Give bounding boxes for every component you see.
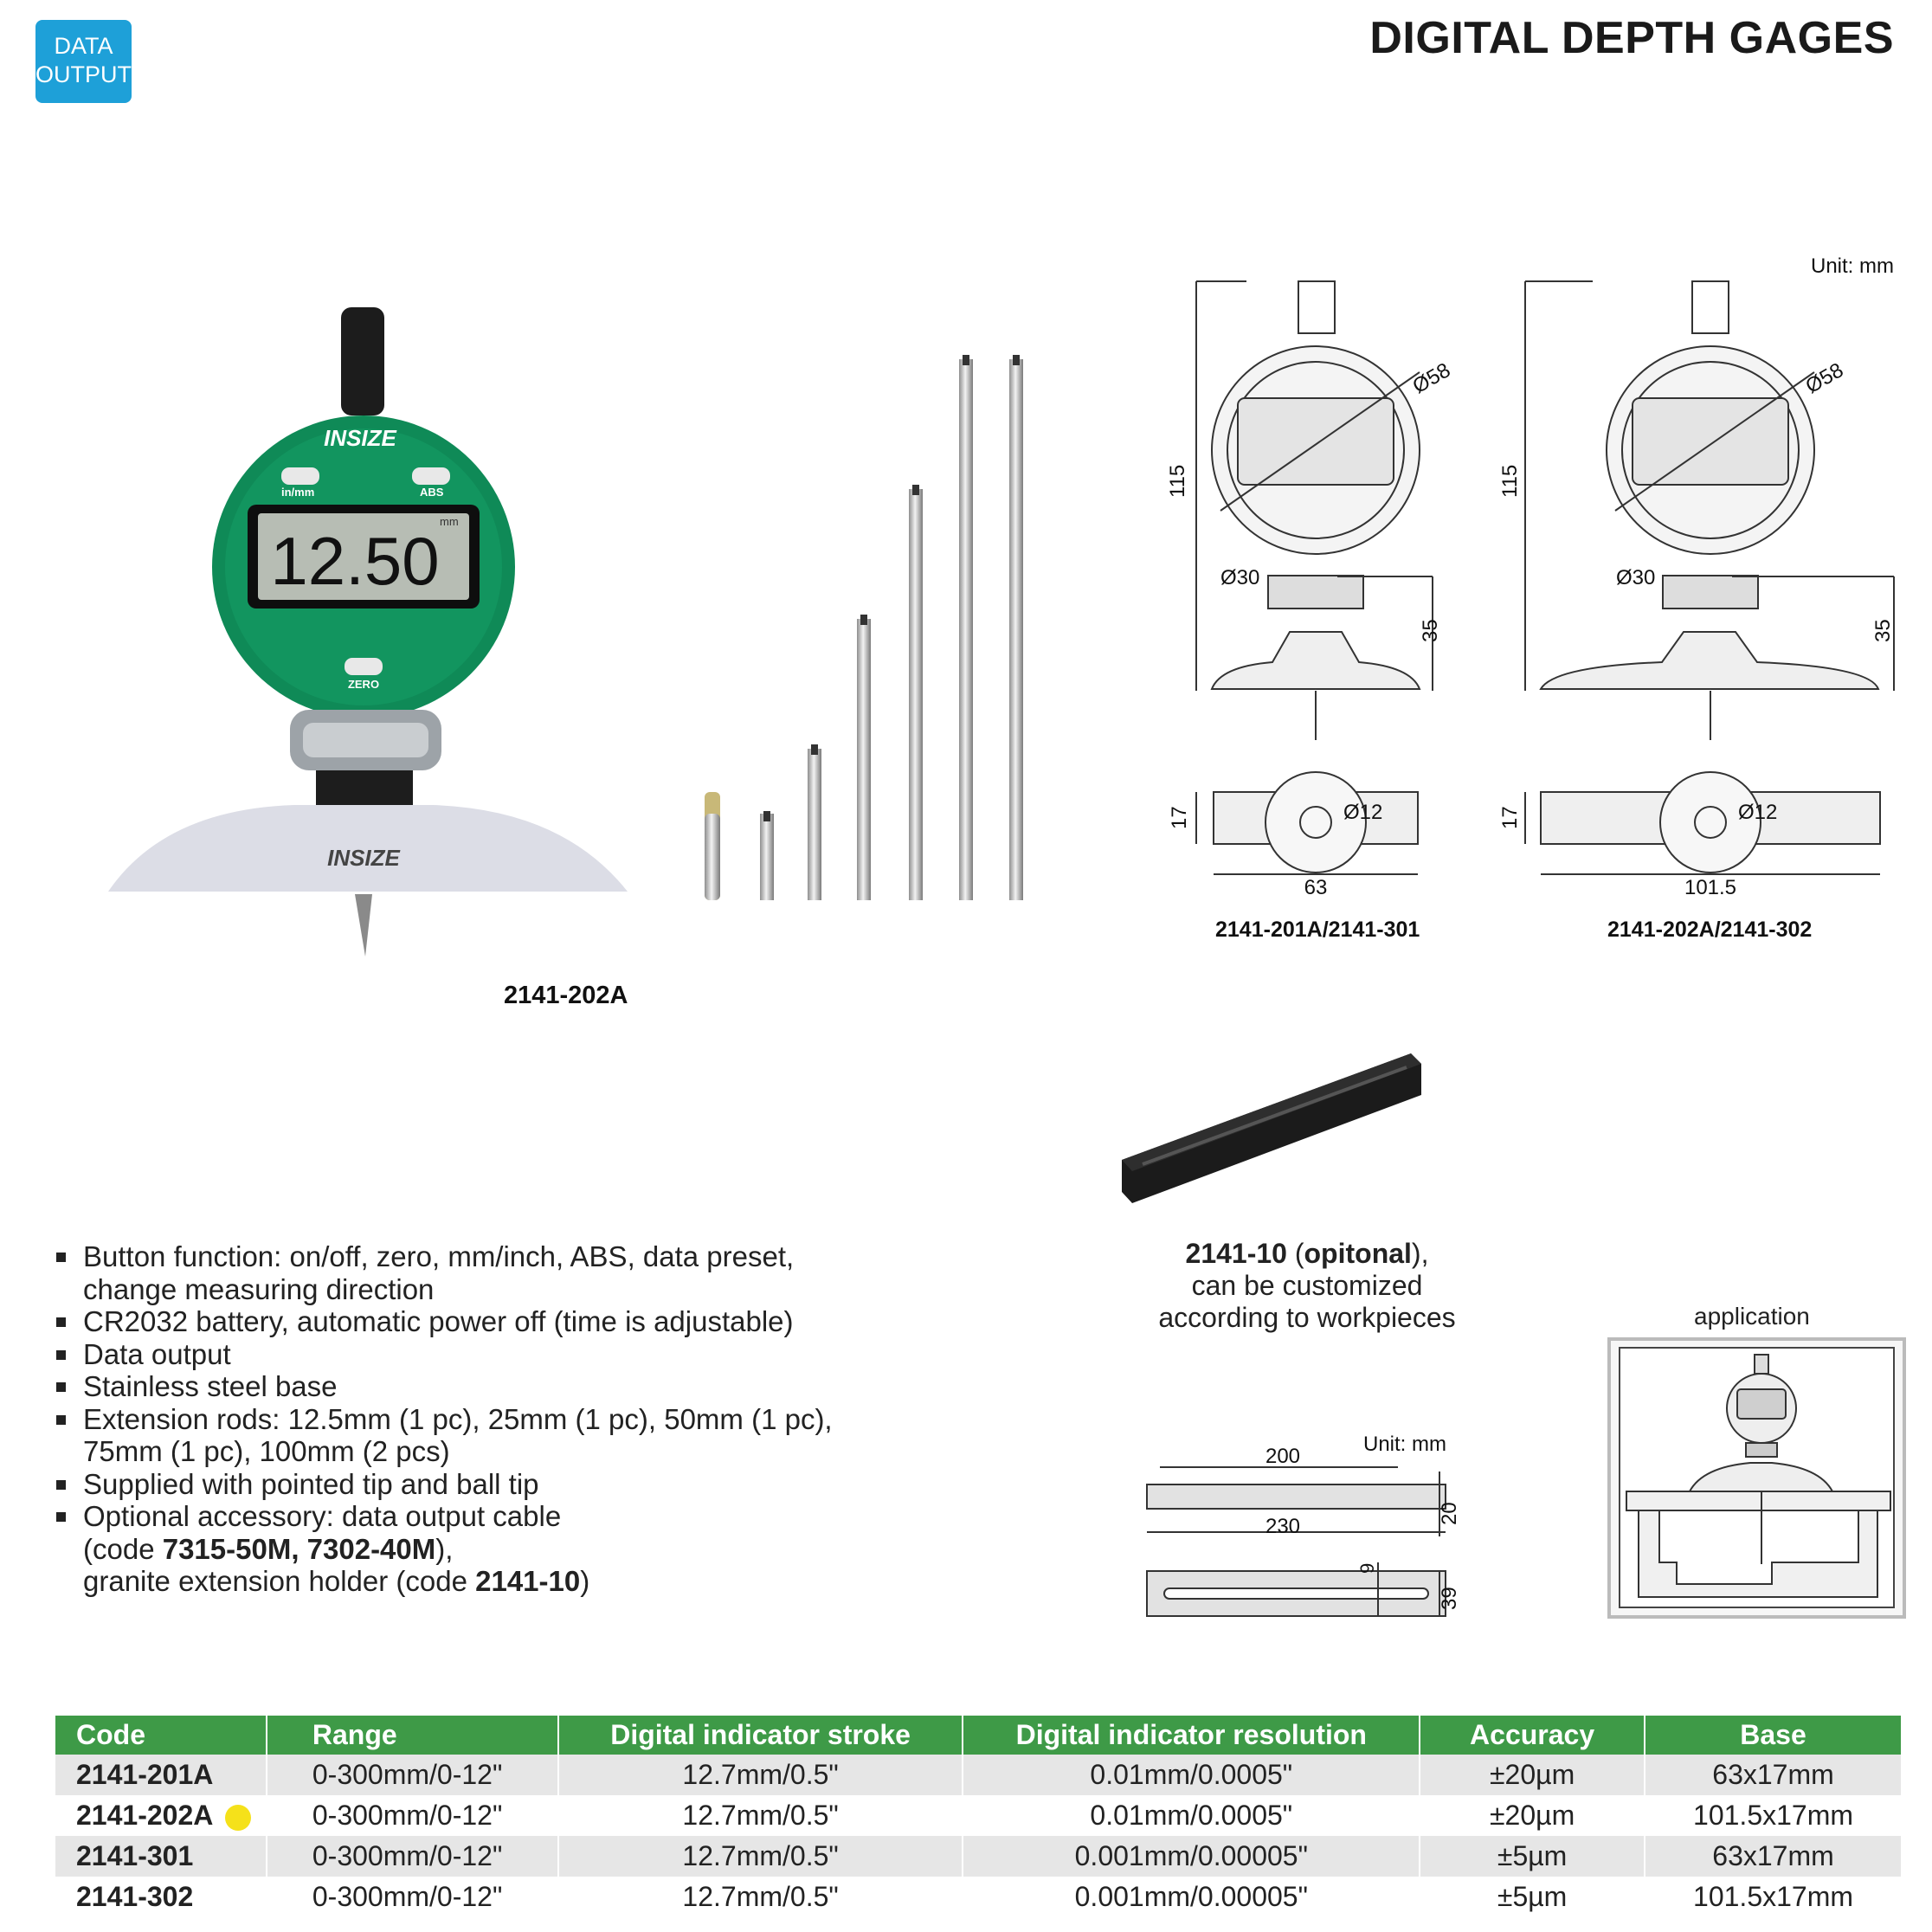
dim-dial-left: Ø58 bbox=[1408, 358, 1455, 399]
optional-tag: opitonal bbox=[1304, 1238, 1412, 1269]
optional-line-3: according to workpieces bbox=[1158, 1302, 1456, 1333]
feature-optional-line-3: granite extension holder (code bbox=[83, 1565, 476, 1597]
cell-range: 0-300mm/0-12" bbox=[267, 1877, 558, 1917]
application-label: application bbox=[1694, 1303, 1810, 1330]
cell-accuracy: ±20µm bbox=[1420, 1795, 1645, 1836]
page-title: DIGITAL DEPTH GAGES bbox=[1369, 13, 1894, 63]
highlight-dot-icon bbox=[225, 1805, 251, 1831]
cell-accuracy: ±5µm bbox=[1420, 1836, 1645, 1877]
table-row bbox=[55, 1877, 1902, 1917]
lcd-unit: mm bbox=[440, 515, 459, 528]
cell-code: 2141-201A bbox=[55, 1755, 267, 1795]
feature-item-optional bbox=[54, 1500, 885, 1598]
cell-base: 63x17mm bbox=[1645, 1836, 1902, 1877]
holder-dim-slot: 9 bbox=[1356, 1562, 1378, 1574]
feature-holder-code: 2141-10 bbox=[475, 1565, 581, 1597]
brand-logo-base: INSIZE bbox=[327, 845, 400, 871]
dim-height-right: 115 bbox=[1498, 464, 1522, 498]
header-range: Range bbox=[267, 1716, 558, 1755]
badge-line-1: DATA bbox=[54, 33, 113, 59]
drawing-2141-201a bbox=[1160, 268, 1455, 926]
holder-dim-inner: 200 bbox=[1265, 1445, 1301, 1468]
depth-gage-illustration bbox=[95, 299, 649, 965]
feature-optional-line-1: Optional accessory: data output cable bbox=[83, 1500, 562, 1532]
optional-code: 2141-10 bbox=[1185, 1238, 1287, 1269]
granite-holder-illustration bbox=[1117, 1043, 1446, 1216]
button-label-inmm: in/mm bbox=[281, 486, 315, 499]
dim-collar-right: Ø30 bbox=[1616, 566, 1656, 589]
badge-line-2: OUTPUT bbox=[35, 61, 132, 87]
cell-stroke: 12.7mm/0.5" bbox=[558, 1755, 963, 1795]
cell-accuracy: ±20µm bbox=[1420, 1755, 1645, 1795]
brand-logo-dial: INSIZE bbox=[324, 425, 396, 451]
table-row bbox=[55, 1795, 1902, 1836]
feature-item: Stainless steel base bbox=[54, 1370, 885, 1403]
table-header-row bbox=[55, 1716, 1902, 1755]
optional-holder-text: 2141-10 (opitonal), can be customized according to workpieces bbox=[1099, 1238, 1515, 1334]
feature-item: Data output bbox=[54, 1338, 885, 1371]
dim-base-height-left: 35 bbox=[1419, 619, 1442, 642]
button-label-zero: ZERO bbox=[347, 678, 380, 691]
feature-optional-close: ) bbox=[580, 1565, 590, 1597]
cell-stroke: 12.7mm/0.5" bbox=[558, 1836, 963, 1877]
lcd-readout: 12.50 bbox=[270, 523, 440, 599]
table-row bbox=[55, 1755, 1902, 1795]
cell-resolution: 0.001mm/0.00005" bbox=[963, 1877, 1420, 1917]
header-stroke: Digital indicator stroke bbox=[558, 1716, 963, 1755]
feature-item: CR2032 battery, automatic power off (time is adjustable) bbox=[54, 1305, 885, 1338]
holder-dim-height: 20 bbox=[1438, 1502, 1461, 1525]
spec-table bbox=[55, 1716, 1903, 1917]
cell-code-text: 2141-202A bbox=[76, 1800, 214, 1831]
extension-rods-illustration bbox=[692, 351, 1056, 905]
button-label-abs: ABS bbox=[420, 486, 444, 499]
cell-range: 0-300mm/0-12" bbox=[267, 1836, 558, 1877]
feature-optional-code-suffix: ), bbox=[435, 1532, 454, 1565]
drawing-2141-202a bbox=[1498, 268, 1896, 926]
cell-range: 0-300mm/0-12" bbox=[267, 1755, 558, 1795]
dim-base-thick-left: 17 bbox=[1168, 806, 1191, 829]
dim-width-right: 101.5 bbox=[1684, 876, 1737, 899]
data-output-badge bbox=[35, 20, 132, 103]
feature-item: Supplied with pointed tip and ball tip bbox=[54, 1468, 885, 1501]
cell-range: 0-300mm/0-12" bbox=[267, 1795, 558, 1836]
header-accuracy: Accuracy bbox=[1420, 1716, 1645, 1755]
application-illustration bbox=[1607, 1337, 1906, 1619]
dim-hole-left: Ø12 bbox=[1343, 801, 1383, 824]
holder-dimension-drawing bbox=[1138, 1446, 1459, 1627]
feature-optional-code-prefix: (code bbox=[83, 1532, 163, 1565]
dim-height-left: 115 bbox=[1166, 464, 1189, 498]
table-row bbox=[55, 1836, 1902, 1877]
optional-line-2: can be customized bbox=[1191, 1270, 1423, 1301]
holder-dim-width: 39 bbox=[1438, 1587, 1461, 1610]
cell-base: 101.5x17mm bbox=[1645, 1877, 1902, 1917]
holder-unit-label: Unit: mm bbox=[1363, 1433, 1446, 1456]
cell-resolution: 0.01mm/0.0005" bbox=[963, 1755, 1420, 1795]
holder-dim-outer: 230 bbox=[1265, 1515, 1301, 1538]
drawing-caption-right: 2141-202A/2141-302 bbox=[1607, 918, 1813, 942]
cell-code: 2141-302 bbox=[55, 1877, 267, 1917]
cell-code: 2141-301 bbox=[55, 1836, 267, 1877]
header-code: Code bbox=[55, 1716, 267, 1755]
feature-item: Button function: on/off, zero, mm/inch, ABS, data preset, change measuring direction bbox=[54, 1240, 885, 1305]
dim-base-height-right: 35 bbox=[1871, 619, 1895, 642]
header-base: Base bbox=[1645, 1716, 1902, 1755]
cell-stroke: 12.7mm/0.5" bbox=[558, 1877, 963, 1917]
dim-width-left: 63 bbox=[1304, 876, 1328, 899]
feature-cable-codes: 7315-50M, 7302-40M bbox=[162, 1532, 436, 1565]
dim-dial-right: Ø58 bbox=[1801, 358, 1848, 399]
product-caption: 2141-202A bbox=[504, 982, 628, 1009]
cell-resolution: 0.01mm/0.0005" bbox=[963, 1795, 1420, 1836]
drawing-caption-left: 2141-201A/2141-301 bbox=[1215, 918, 1420, 942]
dim-collar-left: Ø30 bbox=[1220, 566, 1260, 589]
dim-hole-right: Ø12 bbox=[1738, 801, 1778, 824]
dim-base-thick-right: 17 bbox=[1498, 806, 1522, 829]
cell-stroke: 12.7mm/0.5" bbox=[558, 1795, 963, 1836]
cell-code bbox=[55, 1795, 267, 1836]
feature-item: Extension rods: 12.5mm (1 pc), 25mm (1 pc), 50mm (1 pc), 75mm (1 pc), 100mm (2 pcs) bbox=[54, 1403, 885, 1468]
cell-base: 63x17mm bbox=[1645, 1755, 1902, 1795]
feature-list bbox=[54, 1240, 885, 1598]
cell-accuracy: ±5µm bbox=[1420, 1877, 1645, 1917]
cell-base: 101.5x17mm bbox=[1645, 1795, 1902, 1836]
header-resolution: Digital indicator resolution bbox=[963, 1716, 1420, 1755]
drawing-unit-label: Unit: mm bbox=[1811, 254, 1894, 278]
cell-resolution: 0.001mm/0.00005" bbox=[963, 1836, 1420, 1877]
